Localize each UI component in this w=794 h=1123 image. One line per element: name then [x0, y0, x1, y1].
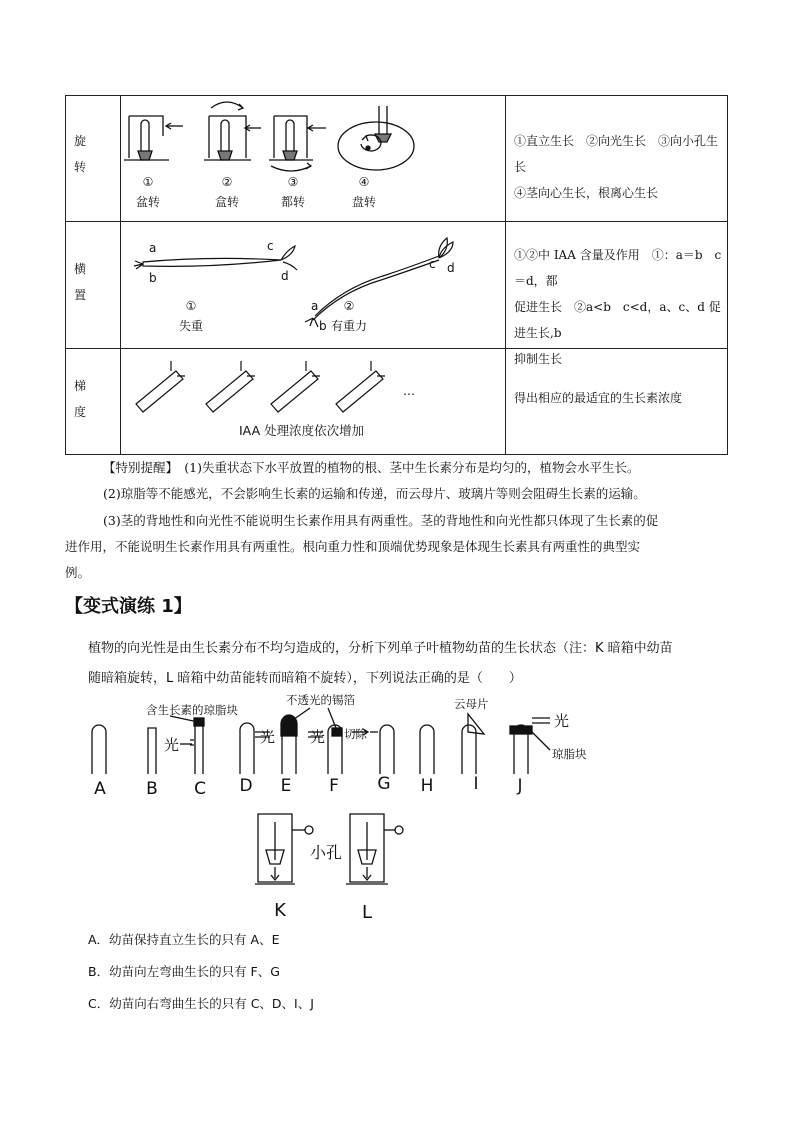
- horiz-label-1: 失重: [178, 319, 204, 333]
- seedling-label-c: C: [194, 779, 206, 799]
- box-label-k: K: [274, 900, 286, 921]
- seedling-figure: [80, 692, 620, 922]
- light-label-j: 光: [554, 712, 570, 730]
- category-label: 梯 度: [74, 379, 87, 419]
- horiz-label-1-num: ①: [185, 299, 197, 313]
- question-line-1: 植物的向光性是由生长素分布不均匀造成的，分析下列单子叶植物幼苗的生长状态（注：K 暗箱中幼苗: [88, 641, 673, 656]
- result-text: 得出相应的最适宜的生长素浓度: [514, 391, 683, 405]
- result-text: ①直立生长 ②向光生长 ③向小孔生长 ④茎向心生长，根离心生长: [514, 134, 719, 200]
- callout-opaque-foil: 不透光的锡箔: [286, 693, 355, 707]
- rot-label-4-num: ④: [358, 175, 370, 189]
- seedling-label-j: J: [517, 776, 523, 796]
- note-line-4: 进作用，不能说明生长素作用具有两重性。根向重力性和顶端优势现象是体现生长素具有两重性的典型实: [65, 539, 641, 554]
- rotation-diagram: [121, 96, 506, 222]
- result-cell: [506, 222, 727, 366]
- exercise-title: 【变式演练 1】: [65, 596, 192, 617]
- horizontal-diagram: [121, 222, 506, 349]
- letter-b-2: b: [319, 319, 327, 333]
- letter-c-2: c: [429, 257, 436, 271]
- callout-agar-with-auxin: 含生长素的琼脂块: [146, 703, 238, 717]
- callout-mica: 云母片: [454, 697, 489, 711]
- callout-cut: 切除: [344, 727, 367, 741]
- horiz-label-2-num: ②: [343, 299, 355, 313]
- letter-b: b: [149, 271, 157, 285]
- letter-a: a: [149, 241, 157, 255]
- seedling-label-a: A: [94, 779, 106, 799]
- light-label-e: 光: [310, 728, 326, 746]
- rot-label-3-num: ③: [287, 175, 299, 189]
- gradient-caption: IAA 处理浓度依次增加: [239, 423, 365, 438]
- gradient-diagram: [121, 349, 506, 454]
- rot-label-1-num: ①: [142, 175, 154, 189]
- rot-label-2: 盒转: [214, 195, 240, 209]
- category-label: 旋 转: [74, 134, 87, 174]
- note-line-3: (3)茎的背地性和向光性不能说明生长素作用具有两重性。茎的背地性和向光性都只体现了生长素的促: [103, 513, 659, 528]
- note-line-5: 例。: [65, 565, 91, 580]
- category-cell: [66, 349, 121, 454]
- letter-d: d: [281, 269, 289, 283]
- letter-c: c: [267, 239, 274, 253]
- ellipsis: …: [403, 384, 415, 398]
- figure-cell: [121, 349, 506, 454]
- note-line-1: 【特别提醒】 (1)失重状态下水平放置的植物的根、茎中生长素分布是均匀的，植物会水平生长。: [103, 460, 640, 475]
- table-row-horizontal: [66, 222, 727, 366]
- rot-label-3: 都转: [280, 195, 306, 209]
- box-label-l: L: [361, 902, 373, 922]
- question-line-2: 随暗箱旋转，L 暗箱中幼苗能转而暗箱不旋转），下列说法正确的是（ ）: [88, 671, 522, 686]
- small-hole-label: 小孔: [310, 843, 343, 862]
- option-c[interactable]: C．幼苗向右弯曲生长的只有 C、D、I、J: [88, 996, 314, 1011]
- category-label: 横 置: [74, 262, 87, 302]
- result-text: ①②中 IAA 含量及作用 ①：a＝b c＝d，都 促进生长 ②a<b c<d，a、c、d 促进生长,b 抑制生长: [514, 248, 722, 366]
- table-row-rotation: [66, 96, 727, 222]
- option-a[interactable]: A．幼苗保持直立生长的只有 A、E: [88, 932, 280, 947]
- seedling-label-e: E: [280, 776, 292, 796]
- seedling-label-g: G: [377, 774, 391, 794]
- result-cell: [506, 349, 727, 454]
- figure-cell: [121, 96, 506, 221]
- seedling-label-h: H: [420, 776, 434, 796]
- result-cell: [506, 96, 727, 221]
- category-cell: [66, 96, 121, 221]
- category-cell: [66, 222, 121, 348]
- table-row-gradient: [66, 349, 727, 454]
- seedling-label-f: F: [329, 776, 339, 796]
- letter-a-2: a: [311, 299, 319, 313]
- light-label-d: 光: [260, 728, 276, 746]
- letter-d-2: d: [447, 261, 455, 275]
- rot-label-1: 盆转: [135, 195, 161, 209]
- note-line-2: (2)琼脂等不能感光，不会影响生长素的运输和传递，而云母片、玻璃片等则会阻碍生长素的运输。: [103, 486, 646, 501]
- rot-label-4: 盘转: [351, 195, 377, 209]
- seedling-label-i: I: [473, 774, 479, 794]
- figure-cell: [121, 222, 506, 348]
- option-b[interactable]: B．幼苗向左弯曲生长的只有 F、G: [88, 964, 280, 979]
- seedling-label-b: B: [146, 779, 158, 799]
- light-label-c: 光: [164, 736, 180, 754]
- seedling-label-d: D: [239, 776, 253, 796]
- rot-label-2-num: ②: [221, 175, 233, 189]
- horiz-label-2: 有重力: [330, 319, 368, 333]
- callout-agar: 琼脂块: [552, 747, 587, 761]
- summary-table: [65, 95, 728, 455]
